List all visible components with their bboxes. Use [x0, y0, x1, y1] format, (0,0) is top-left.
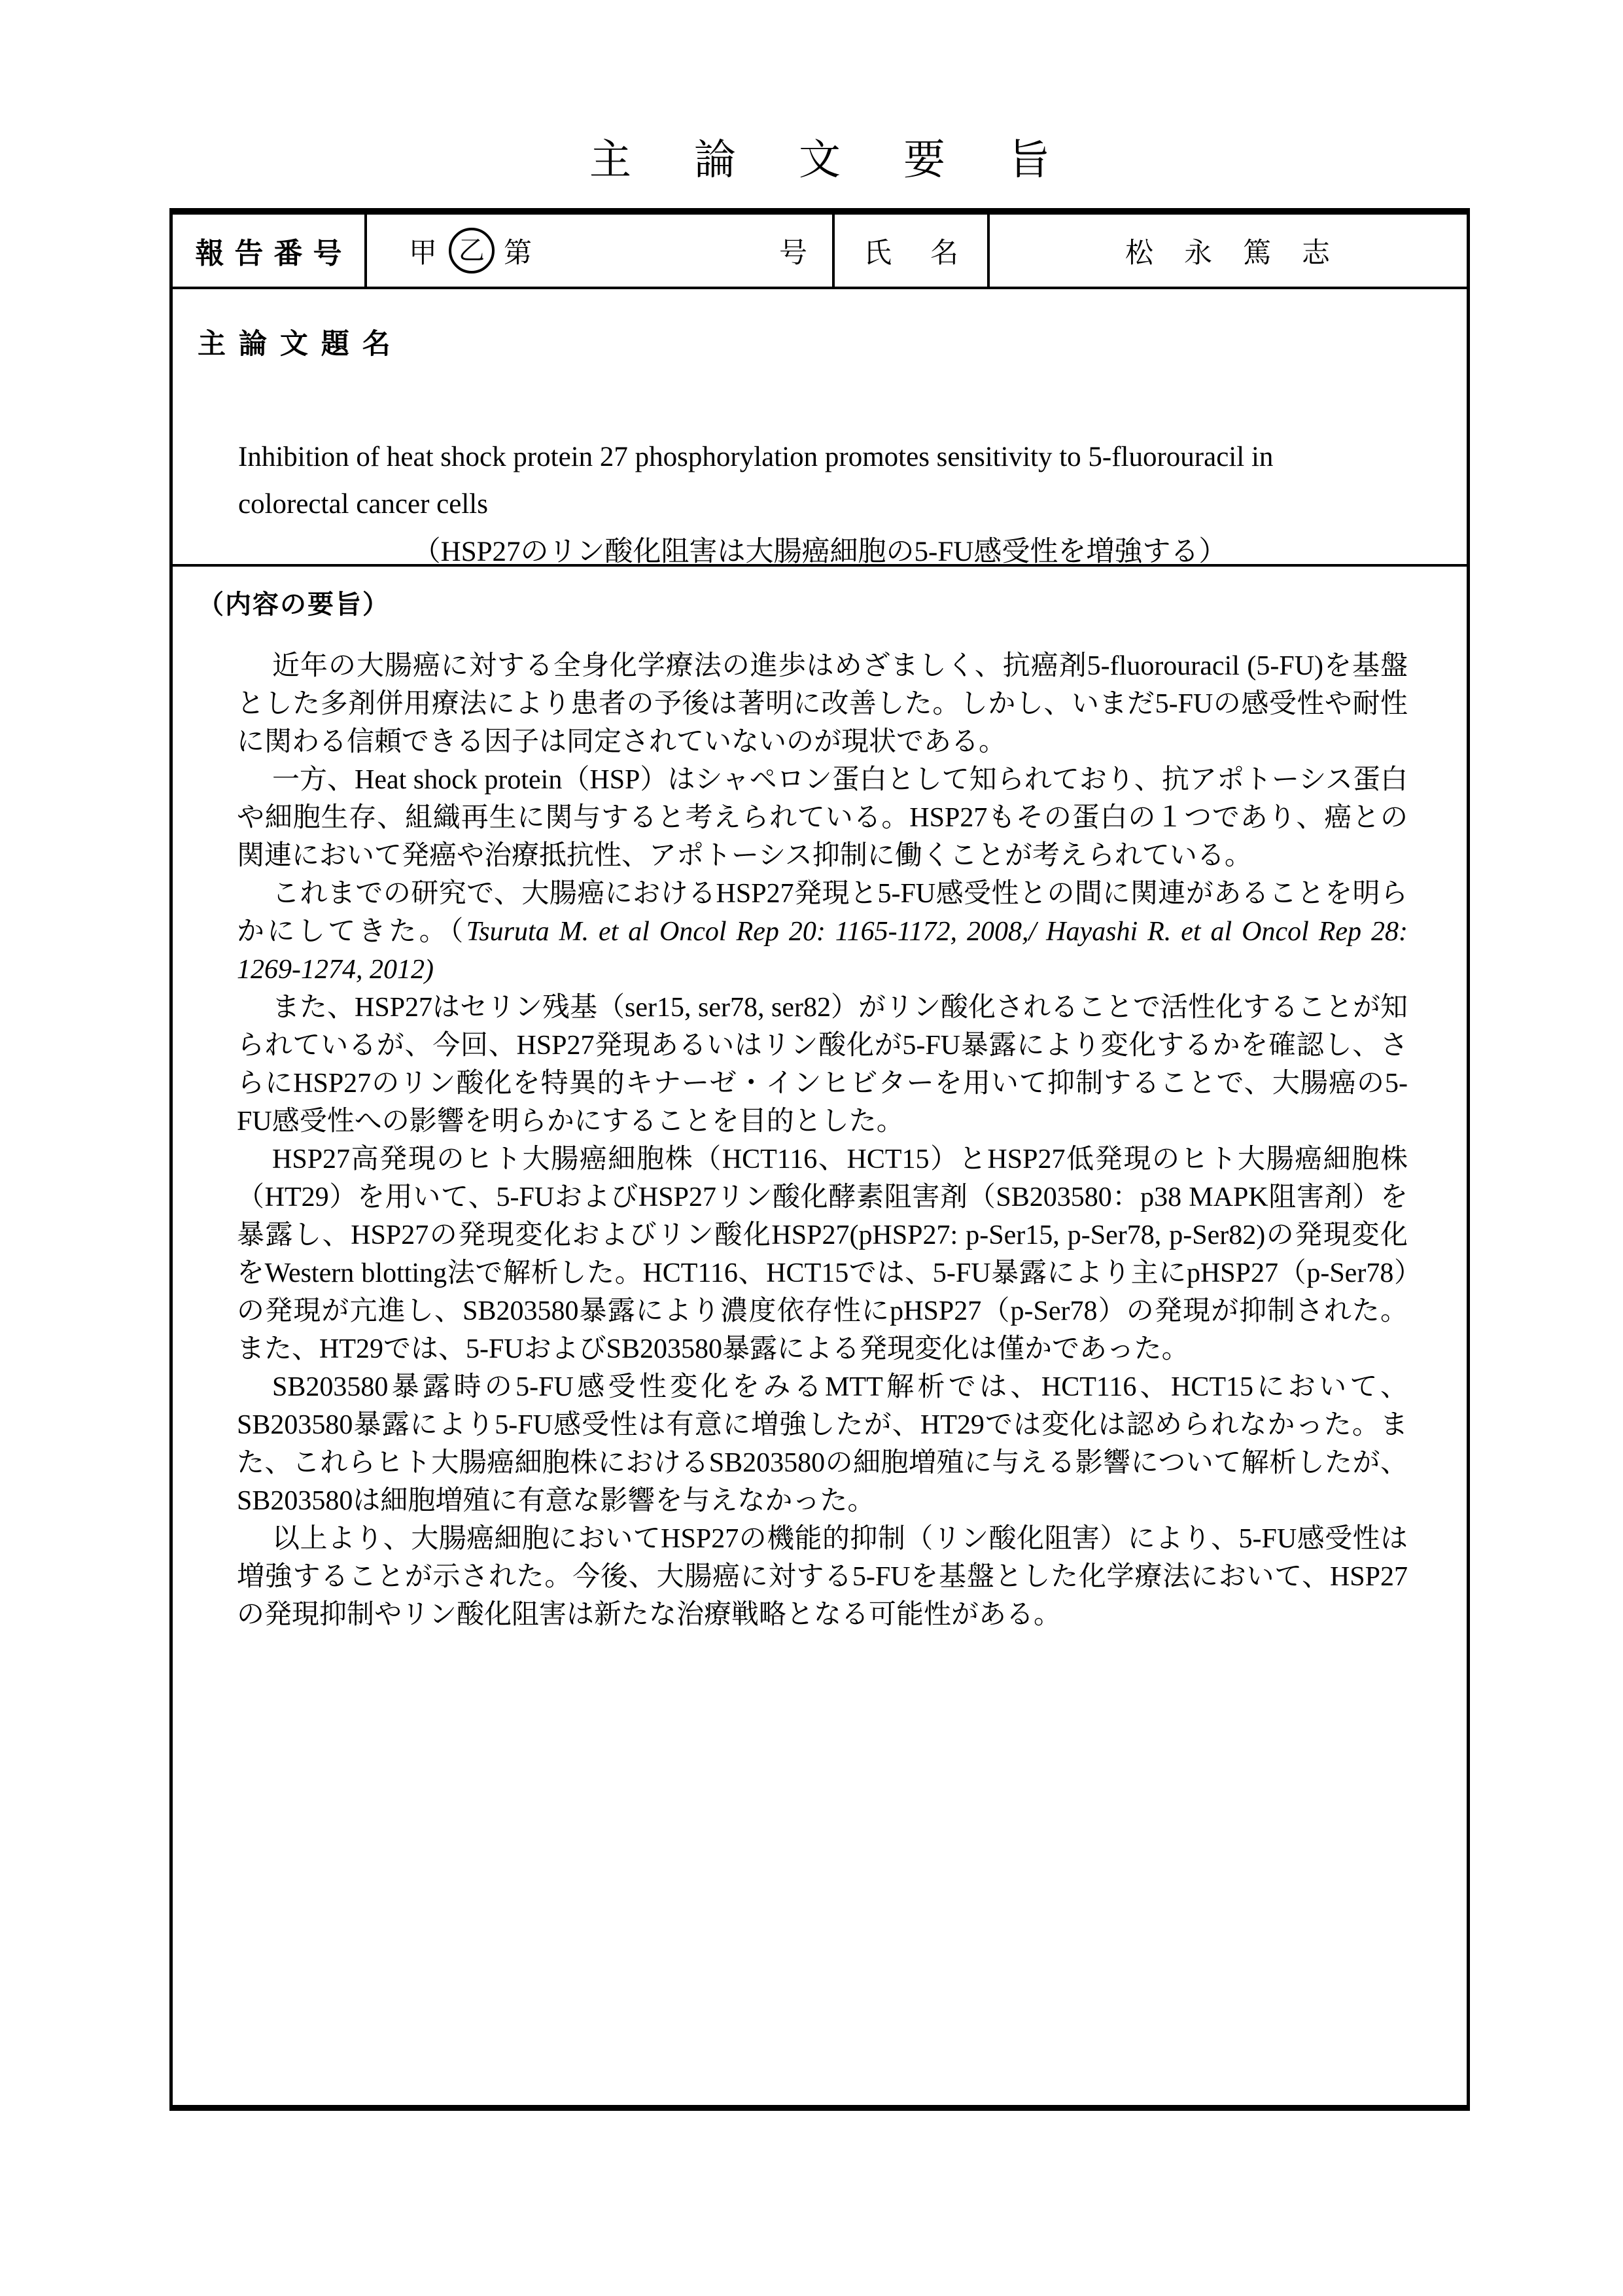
abstract-paragraph: HSP27高発現のヒト大腸癌細胞株（HCT116、HCT15）とHSP27低発現のヒト大腸癌細胞株（HT29）を用いて、5-FUおよびHSP27リン酸化酵素阻害剤（SB203580：p38 MAPK阻害剤）を暴露し、HSP27の発現変化およびリン酸化HSP27(pHSP27: p-Ser15, p-Ser78, p-Ser82)の発現変化をWestern blotting法で解析した。HCT116、HCT15では、5-FU暴露により主にpHSP27（p-Ser78）の発現が亢進し、SB203580暴露により濃度依存性にpHSP27（p-Ser78）の発現が抑制された。また、HT29では、5-FUおよびSB203580暴露による発現変化は僅かであった。: [237, 1144, 1408, 1364]
otsu-mark: 乙: [459, 236, 485, 265]
header-row: [173, 215, 1467, 289]
report-number-value-cell: [367, 215, 835, 287]
name-label: 氏 名: [864, 238, 964, 269]
gou-mark: 号: [779, 238, 807, 269]
thesis-title-label: 主 論 文 題 名: [198, 328, 393, 360]
abstract-label: （内容の要旨）: [198, 590, 390, 619]
name-label-cell: [835, 215, 990, 287]
report-number-content: [409, 228, 807, 274]
abstract-paragraph: 近年の大腸癌に対する全身化学療法の進歩はめざましく、抗癌剤5-fluorouracil (5-FU)を基盤とした多剤併用療法により患者の予後は著明に改善した。しかし、いまだ5-FUの感受性や耐性に関わる信頼できる因子は同定されていないのが現状である。: [237, 651, 1408, 757]
abstract-body: [237, 647, 1408, 1634]
report-number-label: 報告番号: [195, 238, 353, 270]
page-title: 主 論 文 要 旨: [589, 137, 1060, 183]
report-number-label-cell: [173, 215, 367, 287]
dai-mark: 第: [504, 238, 532, 269]
abstract-form-box: [169, 208, 1470, 2111]
thesis-title-section: [173, 289, 1467, 567]
thesis-title-english-line2: colorectal cancer cells: [238, 489, 488, 520]
thesis-title-english-line1: Inhibition of heat shock protein 27 phosphorylation promotes sensitivity to 5-fluorouracil in: [238, 442, 1274, 472]
thesis-title-japanese: （HSP27のリン酸化阻害は大腸癌細胞の5-FU感受性を増強する）: [412, 537, 1227, 567]
thesis-title-english: [238, 434, 1434, 528]
abstract-paragraph: 以上より、大腸癌細胞においてHSP27の機能的抑制（リン酸化阻害）により、5-FU感受性は増強することが示された。今後、大腸癌に対する5-FUを基盤とした化学療法において、HSP27の発現抑制やリン酸化阻害は新たな治療戦略となる可能性がある。: [237, 1524, 1408, 1630]
abstract-paragraph: また、HSP27はセリン残基（ser15, ser78, ser82）がリン酸化されることで活性化することが知られているが、今回、HSP27発現あるいはリン酸化が5-FU暴露により変化するかを確認し、さらにHSP27のリン酸化を特異的キナーゼ・インヒビターを用いて抑制することで、大腸癌の5-FU感受性への影響を明らかにすることを目的とした。: [237, 993, 1408, 1137]
abstract-paragraph: これまでの研究で、大腸癌におけるHSP27発現と5-FU感受性との間に関連があることを明らかにしてきた。（Tsuruta M. et al Oncol Rep 20: 1165-1172, 2008,/ Hayashi R. et al Oncol Rep 28: 1269-1274, 2012): [237, 879, 1408, 985]
name-value: 松 永 篤 志: [1125, 238, 1331, 269]
abstract-paragraph: 一方、Heat shock protein（HSP）はシャペロン蛋白として知られており、抗アポトーシス蛋白や細胞生存、組織再生に関与すると考えられている。HSP27もその蛋白の１つであり、癌との関連において発癌や治療抵抗性、アポトーシス抑制に働くことが考えられている。: [237, 765, 1408, 871]
otsu-circle-mark: [449, 228, 495, 274]
name-value-cell: [990, 215, 1467, 287]
abstract-paragraph: SB203580暴露時の5-FU感受性変化をみるMTT解析では、HCT116、HCT15において、SB203580暴露により5-FU感受性は有意に増強したが、HT29では変化は認められなかった。また、これらヒト大腸癌細胞株におけるSB203580の細胞増殖に与える影響について解析したが、SB203580は細胞増殖に有意な影響を与えなかった。: [237, 1372, 1408, 1516]
kou-mark: 甲: [409, 238, 437, 269]
abstract-section: [173, 584, 1467, 1634]
